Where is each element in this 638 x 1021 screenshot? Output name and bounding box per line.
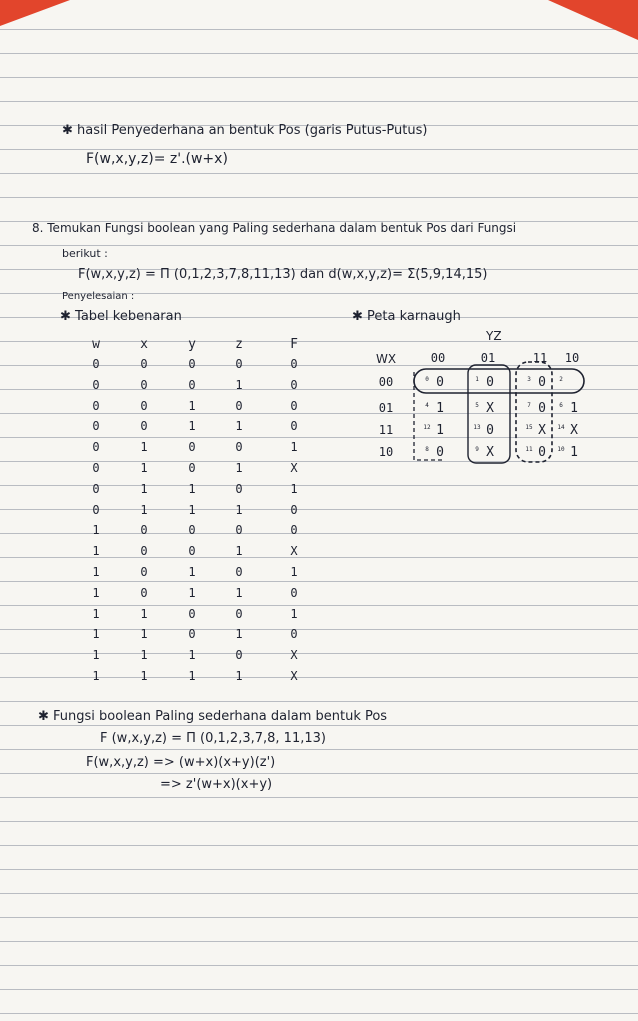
problem-statement-line2: berikut :: [62, 247, 108, 260]
truth-table-cell: 1: [290, 440, 298, 455]
truth-table-cell: 0: [235, 357, 243, 371]
truth-table-cell: 1: [140, 606, 148, 621]
truth-table-cell: 1: [235, 461, 243, 475]
truth-table-cell: 0: [140, 357, 148, 371]
kmap-cell-value: 0: [436, 375, 444, 390]
kmap-cell-index: 14: [557, 424, 565, 431]
truth-table-cell: 0: [290, 398, 298, 413]
kmap-cell-value: 1: [570, 445, 578, 460]
kmap-row-header: 10: [378, 445, 394, 459]
truth-table-cell: 1: [235, 419, 243, 434]
truth-table-cell: 1: [235, 669, 243, 683]
kmap-column-variables: YZ: [486, 329, 502, 343]
truth-table-cell: 0: [235, 648, 243, 663]
truth-table-cell: 0: [92, 398, 100, 413]
truth-table-cell: 0: [235, 440, 243, 455]
truth-table-cell: 0: [188, 461, 196, 475]
truth-table-cell: 1: [290, 606, 298, 621]
kmap-column-header: 00: [430, 351, 446, 365]
truth-table-cell: X: [290, 669, 298, 683]
kmap-cell-index: 5: [475, 402, 479, 409]
previous-result-heading: ✱ hasil Penyederhana an bentuk Pos (garis Putus-Putus): [62, 123, 428, 138]
truth-table-cell: 0: [92, 377, 100, 392]
kmap-column-header: 11: [532, 351, 548, 365]
kmap-loop-corners-dashed: [414, 372, 445, 460]
kmap-cell-value: 0: [538, 375, 546, 390]
truth-table-cell: 1: [188, 398, 196, 413]
kmap-cell-value: X: [486, 445, 494, 460]
truth-table-cell: 0: [92, 481, 100, 496]
truth-table-cell: 1: [92, 585, 100, 600]
kmap-row-header: 00: [378, 375, 394, 389]
truth-table-cell: 0: [290, 523, 298, 538]
truth-table-cell: 1: [92, 544, 100, 559]
kmap-cell-value: X: [486, 401, 494, 416]
kmap-cell-index: 10: [557, 446, 565, 453]
kmap-cell-index: 0: [425, 376, 429, 383]
result-simplified: => z'(w+x)(x+y): [160, 777, 273, 792]
truth-table-cell: 1: [188, 669, 196, 683]
truth-table-cell: 0: [140, 565, 148, 579]
truth-table-cell: 1: [92, 627, 100, 642]
kmap-cell-index: 2: [559, 376, 563, 383]
truth-table-cell: 1: [140, 440, 148, 455]
truth-table-cell: 0: [235, 606, 243, 621]
previous-result-formula: F(w,x,y,z)= z'.(w+x): [86, 151, 228, 167]
kmap-cell-value: 1: [436, 423, 444, 438]
kmap-cell-value: X: [538, 423, 546, 438]
truth-table-cell: 0: [92, 461, 100, 475]
truth-table-cell: 1: [92, 565, 100, 579]
truth-table-cell: 1: [235, 544, 243, 559]
kmap-cell-value: 1: [570, 401, 578, 416]
truth-table-cell: 0: [290, 357, 298, 371]
kmap-cell-index: 11: [525, 446, 533, 453]
kmap-row-variables: WX: [376, 352, 397, 366]
truth-table-header: z: [235, 337, 243, 352]
truth-table-title: ✱ Tabel kebenaran: [60, 309, 182, 324]
truth-table-cell: 0: [188, 544, 196, 559]
kmap-column-header: 01: [480, 351, 496, 365]
truth-table-cell: 1: [188, 585, 196, 600]
truth-table-cell: 0: [140, 377, 148, 392]
kmap-loop-column-01: [468, 365, 510, 463]
kmap-cell-value: 0: [538, 445, 546, 460]
truth-table-cell: X: [290, 648, 298, 663]
result-minterm-form: F (w,x,y,z) = Π (0,1,2,3,7,8, 11,13): [100, 731, 326, 746]
truth-table-cell: 0: [92, 419, 100, 434]
kmap-title: ✱ Peta karnaugh: [352, 309, 461, 324]
truth-table-cell: 0: [235, 523, 243, 538]
kmap-cell-value: 1: [436, 401, 444, 416]
truth-table-header: y: [188, 337, 196, 352]
truth-table-cell: 1: [235, 377, 243, 392]
problem-function: F(w,x,y,z) = Π (0,1,2,3,7,8,11,13) dan d(w,x,y,z)= Σ(5,9,14,15): [78, 267, 488, 282]
truth-table-cell: 0: [290, 627, 298, 642]
truth-table-cell: 1: [140, 669, 148, 683]
truth-table-cell: 0: [290, 502, 298, 517]
truth-table-cell: 1: [235, 585, 243, 600]
truth-table-cell: 1: [140, 627, 148, 642]
truth-table-header: F: [290, 337, 298, 352]
kmap-cell-value: 0: [486, 375, 494, 390]
truth-table-cell: 1: [140, 502, 148, 517]
kmap-cell-index: 1: [475, 376, 479, 383]
kmap-cell-index: 3: [527, 376, 531, 383]
truth-table-cell: 0: [235, 398, 243, 413]
truth-table-cell: X: [290, 544, 298, 559]
truth-table-cell: X: [290, 461, 298, 475]
kmap-cell-index: 8: [425, 446, 429, 453]
truth-table-cell: 1: [92, 669, 100, 683]
truth-table-cell: 1: [188, 565, 196, 579]
truth-table-cell: 0: [188, 627, 196, 642]
truth-table-cell: 0: [140, 398, 148, 413]
truth-table-cell: 1: [92, 606, 100, 621]
truth-table-cell: 1: [188, 419, 196, 434]
kmap-cell-index: 9: [475, 446, 479, 453]
kmap-cell-value: 0: [436, 445, 444, 460]
truth-table-cell: 0: [140, 585, 148, 600]
kmap-row-header: 01: [378, 401, 394, 415]
kmap-row-header: 11: [378, 423, 394, 437]
truth-table-cell: 0: [92, 357, 100, 371]
truth-table-cell: 0: [235, 565, 243, 579]
solution-label: Penyelesaian :: [62, 291, 135, 302]
truth-table-cell: 0: [290, 377, 298, 392]
truth-table-cell: 0: [92, 502, 100, 517]
truth-table-cell: 0: [140, 419, 148, 434]
truth-table-cell: 1: [140, 648, 148, 663]
kmap-cell-index: 6: [559, 402, 563, 409]
truth-table-cell: 0: [188, 523, 196, 538]
kmap-cell-index: 15: [525, 424, 533, 431]
truth-table-cell: 1: [235, 627, 243, 642]
truth-table-header: x: [140, 337, 148, 352]
truth-table-cell: 1: [92, 523, 100, 538]
kmap-cell-index: 7: [527, 402, 531, 409]
truth-table-cell: 1: [92, 648, 100, 663]
truth-table-cell: 1: [188, 481, 196, 496]
kmap-column-header: 10: [564, 351, 580, 365]
kmap-loop-row-00: [414, 369, 584, 393]
kmap-cell-value: X: [570, 423, 578, 438]
truth-table-cell: 0: [290, 419, 298, 434]
truth-table-cell: 1: [140, 461, 148, 475]
truth-table-cell: 0: [188, 357, 196, 371]
truth-table-cell: 1: [290, 565, 298, 579]
truth-table-cell: 0: [140, 544, 148, 559]
truth-table-cell: 1: [235, 502, 243, 517]
truth-table-cell: 0: [235, 481, 243, 496]
truth-table-cell: 0: [290, 585, 298, 600]
result-pos-form: F(w,x,y,z) => (w+x)(x+y)(z'): [86, 755, 276, 770]
kmap-cell-index: 4: [425, 402, 429, 409]
truth-table-cell: 0: [188, 606, 196, 621]
truth-table-cell: 1: [188, 502, 196, 517]
kmap-cell-value: 0: [538, 401, 546, 416]
kmap-cell-index: 12: [423, 424, 431, 431]
problem-statement-line1: 8. Temukan Fungsi boolean yang Paling sederhana dalam bentuk Pos dari Fungsi: [32, 221, 517, 235]
kmap-cell-index: 13: [473, 424, 481, 431]
truth-table-cell: 1: [290, 481, 298, 496]
truth-table-cell: 0: [188, 440, 196, 455]
kmap-cell-value: 0: [486, 423, 494, 438]
kmap-loop-column-11: [516, 362, 552, 462]
truth-table-header: w: [92, 337, 100, 352]
truth-table-cell: 0: [92, 440, 100, 455]
truth-table-cell: 0: [140, 523, 148, 538]
result-heading: ✱ Fungsi boolean Paling sederhana dalam bentuk Pos: [38, 709, 388, 724]
truth-table-cell: 1: [188, 648, 196, 663]
truth-table-cell: 0: [188, 377, 196, 392]
truth-table-cell: 1: [140, 481, 148, 496]
